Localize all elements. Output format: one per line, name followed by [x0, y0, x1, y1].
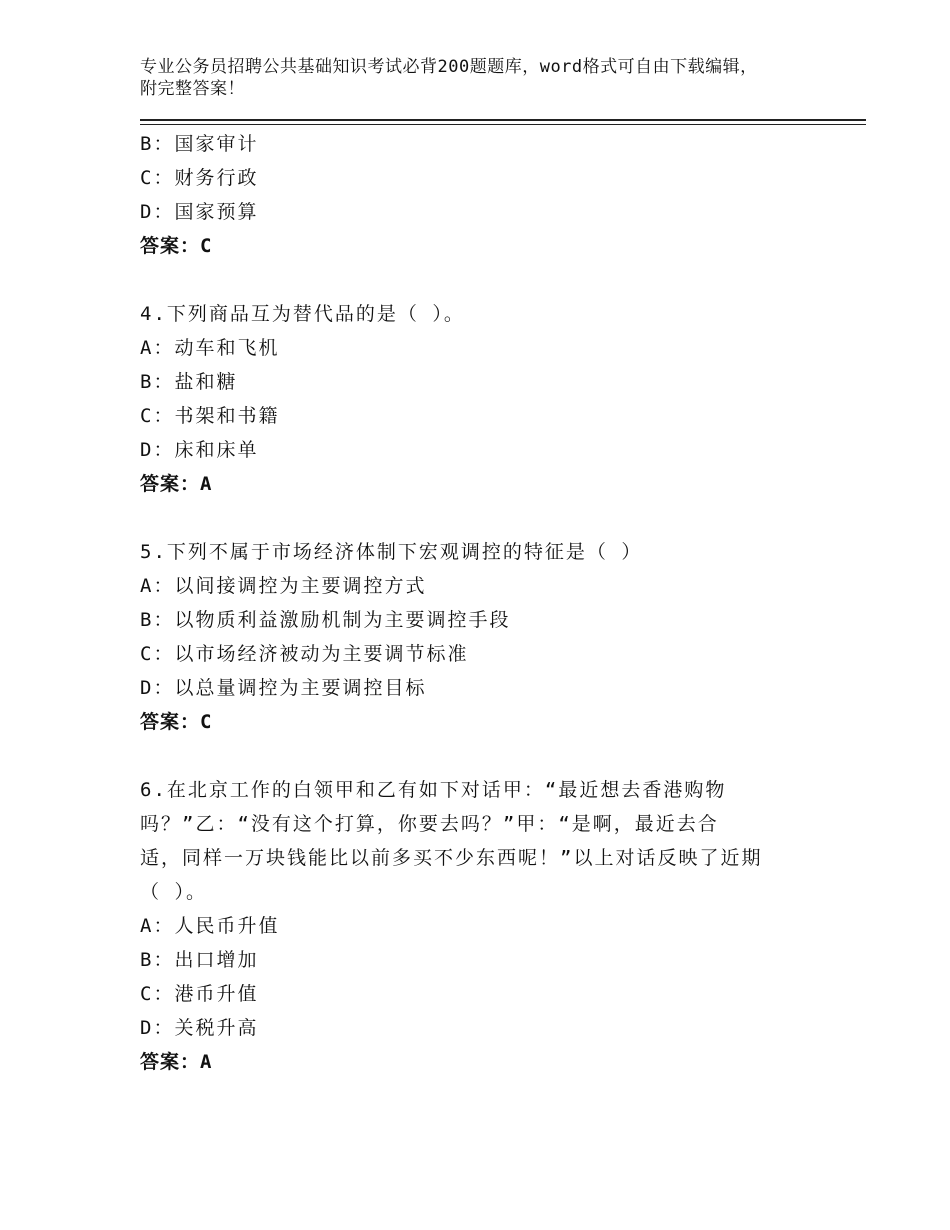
option-line: C：以市场经济被动为主要调节标准 — [140, 643, 469, 665]
option-line: D：以总量调控为主要调控目标 — [140, 677, 427, 699]
header-line-2: 附完整答案！ — [140, 79, 245, 99]
header-divider-thin — [140, 124, 866, 125]
question-text-line: （ ）。 — [140, 881, 207, 903]
question-text-line: 吗？”乙：“没有这个打算，你要去吗？”甲：“是啊，最近去合 — [140, 813, 719, 835]
option-line: D：床和床单 — [140, 439, 259, 461]
answer-line: 答案：A — [140, 473, 213, 495]
question-text-line: 6.在北京工作的白领甲和乙有如下对话甲：“最近想去香港购物 — [140, 779, 727, 801]
question-text: 5.下列不属于市场经济体制下宏观调控的特征是（ ） — [140, 541, 643, 563]
option-line: B：国家审计 — [140, 133, 259, 155]
header-divider-thick — [140, 119, 866, 121]
answer-line: 答案：C — [140, 711, 213, 733]
header-line-1: 专业公务员招聘公共基础知识考试必背200题题库，word格式可自由下载编辑， — [140, 57, 758, 77]
option-line: A：人民币升值 — [140, 915, 280, 937]
spacer — [140, 263, 820, 297]
option-line: B：出口增加 — [140, 949, 259, 971]
option-line: C：港币升值 — [140, 983, 259, 1005]
spacer — [140, 501, 820, 535]
option-line: C：书架和书籍 — [140, 405, 280, 427]
option-line: B：以物质利益激励机制为主要调控手段 — [140, 609, 511, 631]
document-header — [140, 56, 820, 100]
answer-line: 答案：A — [140, 1051, 213, 1073]
option-line: C：财务行政 — [140, 167, 259, 189]
option-line: D：国家预算 — [140, 201, 259, 223]
option-line: B：盐和糖 — [140, 371, 238, 393]
answer-line: 答案：C — [140, 235, 213, 257]
option-line: A：以间接调控为主要调控方式 — [140, 575, 427, 597]
question-list — [140, 127, 820, 1079]
spacer — [140, 739, 820, 773]
question-text-line: 适，同样一万块钱能比以前多买不少东西呢！”以上对话反映了近期 — [140, 847, 763, 869]
question-text: 4.下列商品互为替代品的是（ ）。 — [140, 303, 465, 325]
option-line: D：关税升高 — [140, 1017, 259, 1039]
option-line: A：动车和飞机 — [140, 337, 280, 359]
